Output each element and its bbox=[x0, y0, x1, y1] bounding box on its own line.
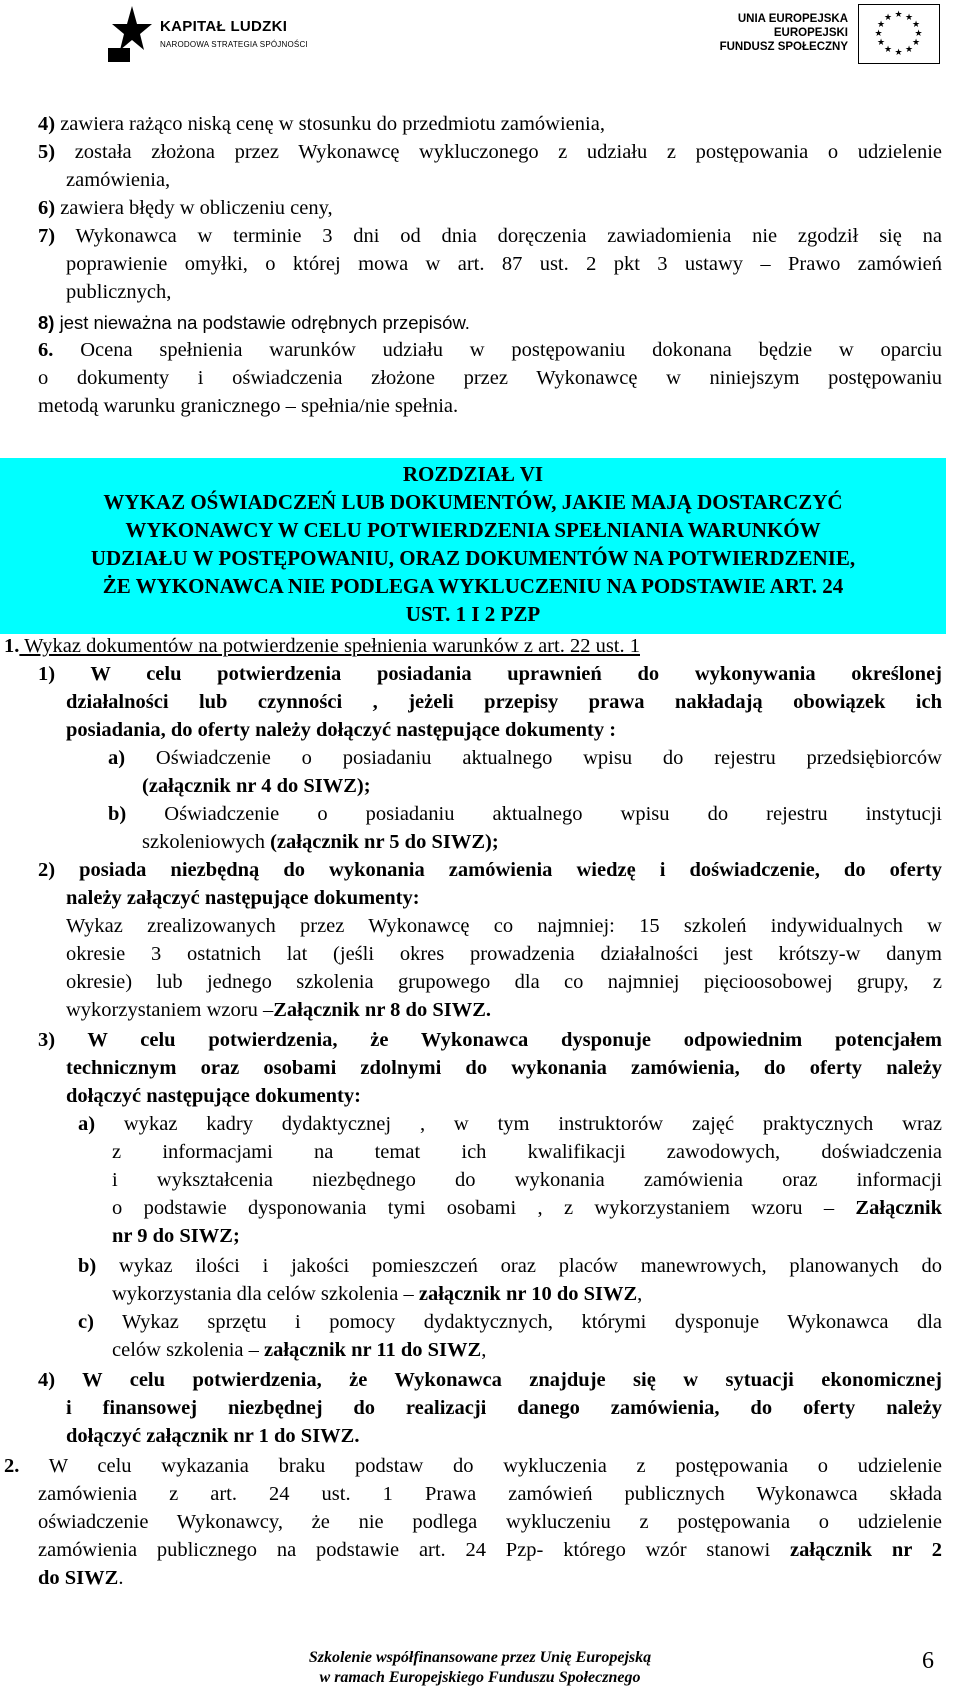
kapital-ludzki-title: KAPITAŁ LUDZKI bbox=[160, 18, 288, 35]
list-item: 8) jest nieważna na podstawie odrębnych przepisów. bbox=[38, 312, 470, 333]
list-item-continuation: zamówienia, bbox=[66, 169, 171, 191]
chapter-heading-line: WYKONAWCY W CELU POTWIERDZENIA SPEŁNIANIA WARUNKÓW bbox=[125, 518, 821, 542]
point-6-line: 6. Ocena spełnienia warunków udziału w postępowaniu dokonana będzie w oparciu bbox=[38, 339, 942, 361]
eu-flag-icon bbox=[858, 4, 940, 64]
eu-line3: FUNDUSZ SPOŁECZNY bbox=[719, 41, 848, 53]
svg-text:★: ★ bbox=[876, 20, 886, 30]
svg-text:★: ★ bbox=[904, 13, 914, 23]
kapital-ludzki-logo bbox=[104, 4, 324, 66]
eu-line1: UNIA EUROPEJSKA bbox=[737, 13, 848, 25]
p1-sub-a: a) Oświadczenie o posiadaniu aktualnego wpisu do rejestru przedsiębiorców bbox=[108, 747, 942, 769]
p1-line: działalności lub czynności , jeżeli przepisy prawa nakładają obowiązek ich bbox=[66, 691, 942, 713]
list-item: 6) zawiera błędy w obliczeniu ceny, bbox=[38, 197, 333, 219]
eu-logo bbox=[718, 4, 938, 66]
p2-line: okresie 3 ostatnich lat (jeśli okres prowadzenia działalności jest krótszy-w danym bbox=[66, 943, 942, 965]
p3-sub-a-cont: nr 9 do SIWZ; bbox=[112, 1225, 240, 1247]
p1-sub-b-cont: szkoleniowych (załącznik nr 5 do SIWZ); bbox=[142, 831, 499, 853]
svg-text:★: ★ bbox=[874, 29, 883, 39]
p3-line: technicznym oraz osobami zdolnymi do wykonania zamówienia, do oferty należy bbox=[66, 1057, 942, 1079]
chapter-heading-line: UDZIAŁU W POSTĘPOWANIU, ORAZ DOKUMENTÓW NA POTWIERDZENIE, bbox=[90, 546, 856, 570]
p3-sub-a-cont: z informacjami na temat ich kwalifikacji zawodowych, doświadczenia bbox=[112, 1141, 942, 1163]
list-item-continuation: publicznych, bbox=[66, 281, 172, 303]
svg-text:★: ★ bbox=[894, 10, 903, 20]
p4-line: i finansowej niezbędnej do realizacji danego zamówienia, do oferty należy bbox=[66, 1397, 942, 1419]
list-item: 5) została złożona przez Wykonawcę wykluczonego z udziału z postępowania o udzielenie bbox=[38, 141, 942, 163]
list-item: 7) Wykonawca w terminie 3 dni od dnia doręczenia zawiadomienia nie zgodził się na bbox=[38, 225, 942, 247]
eu-logo-text bbox=[718, 12, 848, 54]
p1-sub-a-cont: (załącznik nr 4 do SIWZ); bbox=[142, 775, 371, 797]
p3-sub-b-cont: wykorzystania dla celów szkolenia – załącznik nr 10 do SIWZ, bbox=[112, 1283, 643, 1305]
p3-sub-a-cont: o podstawie dysponowania tymi osobami , z wykorzystaniem wzoru – Załącznik bbox=[112, 1197, 942, 1219]
section-2-line: 2. W celu wykazania braku podstaw do wykluczenia z postępowania o udzielenie bbox=[4, 1455, 942, 1477]
chapter-heading-line: UST. 1 I 2 PZP bbox=[405, 602, 541, 626]
p3-sub-c-cont: celów szkolenia – załącznik nr 11 do SIWZ, bbox=[112, 1339, 487, 1361]
svg-text:★: ★ bbox=[883, 45, 893, 55]
p3-line: dołączyć następujące dokumenty: bbox=[66, 1085, 361, 1107]
chapter-title: ROZDZIAŁ VI bbox=[402, 462, 544, 486]
svg-text:★: ★ bbox=[911, 20, 921, 30]
point-6-line: metodą warunku granicznego – spełnia/nie spełnia. bbox=[38, 395, 459, 417]
list-item-continuation: poprawienie omyłki, o której mowa w art. 87 ust. 2 pkt 3 ustawy – Prawo zamówień bbox=[66, 253, 942, 275]
p1-line: 1) W celu potwierdzenia posiadania uprawnień do wykonywania określonej bbox=[38, 663, 942, 685]
section-2-line: zamówienia publicznego na podstawie art. 24 Pzp- którego wzór stanowi załącznik nr 2 bbox=[38, 1539, 943, 1561]
eu-line2: EUROPEJSKI bbox=[773, 27, 848, 39]
footer-line: Szkolenie współfinansowane przez Unię Europejską bbox=[308, 1649, 652, 1666]
svg-text:★: ★ bbox=[883, 13, 893, 23]
section-2-line: zamówienia z art. 24 ust. 1 Prawa zamówień publicznych Wykonawca składa bbox=[38, 1483, 942, 1505]
chapter-heading-line: WYKAZ OŚWIADCZEŃ LUB DOKUMENTÓW, JAKIE MAJĄ DOSTARCZYĆ bbox=[103, 490, 843, 514]
svg-text:★: ★ bbox=[894, 48, 903, 58]
chapter-heading-box bbox=[0, 458, 946, 634]
chapter-heading-line: ŻE WYKONAWCA NIE PODLEGA WYKLUCZENIU NA PODSTAWIE ART. 24 bbox=[102, 574, 844, 598]
section-2-line: do SIWZ. bbox=[38, 1567, 124, 1589]
section-2-line: oświadczenie Wykonawcy, że nie podlega wykluczeniu z postępowania o udzielenie bbox=[38, 1511, 942, 1533]
section-1-heading: 1. Wykaz dokumentów na potwierdzenie spełnienia warunków z art. 22 ust. 1 bbox=[4, 635, 640, 657]
p3-sub-c: c) Wykaz sprzętu i pomocy dydaktycznych, którymi dysponuje Wykonawca dla bbox=[78, 1311, 942, 1333]
p1-line: posiadania, do oferty należy dołączyć następujące dokumenty : bbox=[66, 719, 617, 741]
list-item: 4) zawiera rażąco niską cenę w stosunku do przedmiotu zamówienia, bbox=[38, 113, 605, 135]
svg-text:★: ★ bbox=[911, 38, 921, 48]
page-number: 6 bbox=[922, 1648, 934, 1674]
p4-line: dołączyć załącznik nr 1 do SIWZ. bbox=[66, 1425, 360, 1447]
p1-sub-b: b) Oświadczenie o posiadaniu aktualnego wpisu do rejestru instytucji bbox=[108, 803, 942, 825]
p2-line: należy załączyć następujące dokumenty: bbox=[66, 887, 420, 909]
p3-sub-a-cont: i wykształcenia niezbędnego do wykonania zamówienia oraz informacji bbox=[112, 1169, 942, 1191]
p3-sub-b: b) wykaz ilości i jakości pomieszczeń oraz placów manewrowych, planowanych do bbox=[78, 1255, 942, 1277]
footer-line: w ramach Europejskiego Funduszu Społecznego bbox=[319, 1669, 641, 1686]
p3-line: 3) W celu potwierdzenia, że Wykonawca dysponuje odpowiednim potencjałem bbox=[38, 1029, 942, 1051]
kapital-ludzki-subtitle: NARODOWA STRATEGIA SPÓJNOŚCI bbox=[160, 40, 308, 49]
point-6-line: o dokumenty i oświadczenia złożone przez Wykonawcę w niniejszym postępowaniu bbox=[38, 367, 942, 389]
p2-line: 2) posiada niezbędną do wykonania zamówienia wiedzę i doświadczenie, do oferty bbox=[38, 859, 942, 881]
p3-sub-a: a) wykaz kadry dydaktycznej , w tym instruktorów zajęć praktycznych wraz bbox=[78, 1113, 942, 1135]
svg-text:★: ★ bbox=[904, 45, 914, 55]
svg-text:★: ★ bbox=[876, 38, 886, 48]
star-figure-icon bbox=[104, 4, 152, 64]
p2-line: okresie) lub jednego szkolenia grupowego dla co najmniej pięcioosobowej grupy, z bbox=[66, 971, 942, 993]
svg-text:★: ★ bbox=[914, 29, 923, 39]
p2-line: Wykaz zrealizowanych przez Wykonawcę co najmniej: 15 szkoleń indywidualnych w bbox=[66, 915, 942, 937]
p4-line: 4) W celu potwierdzenia, że Wykonawca znajduje się w sytuacji ekonomicznej bbox=[38, 1369, 942, 1391]
p2-line: wykorzystaniem wzoru –Załącznik nr 8 do SIWZ. bbox=[66, 999, 492, 1021]
